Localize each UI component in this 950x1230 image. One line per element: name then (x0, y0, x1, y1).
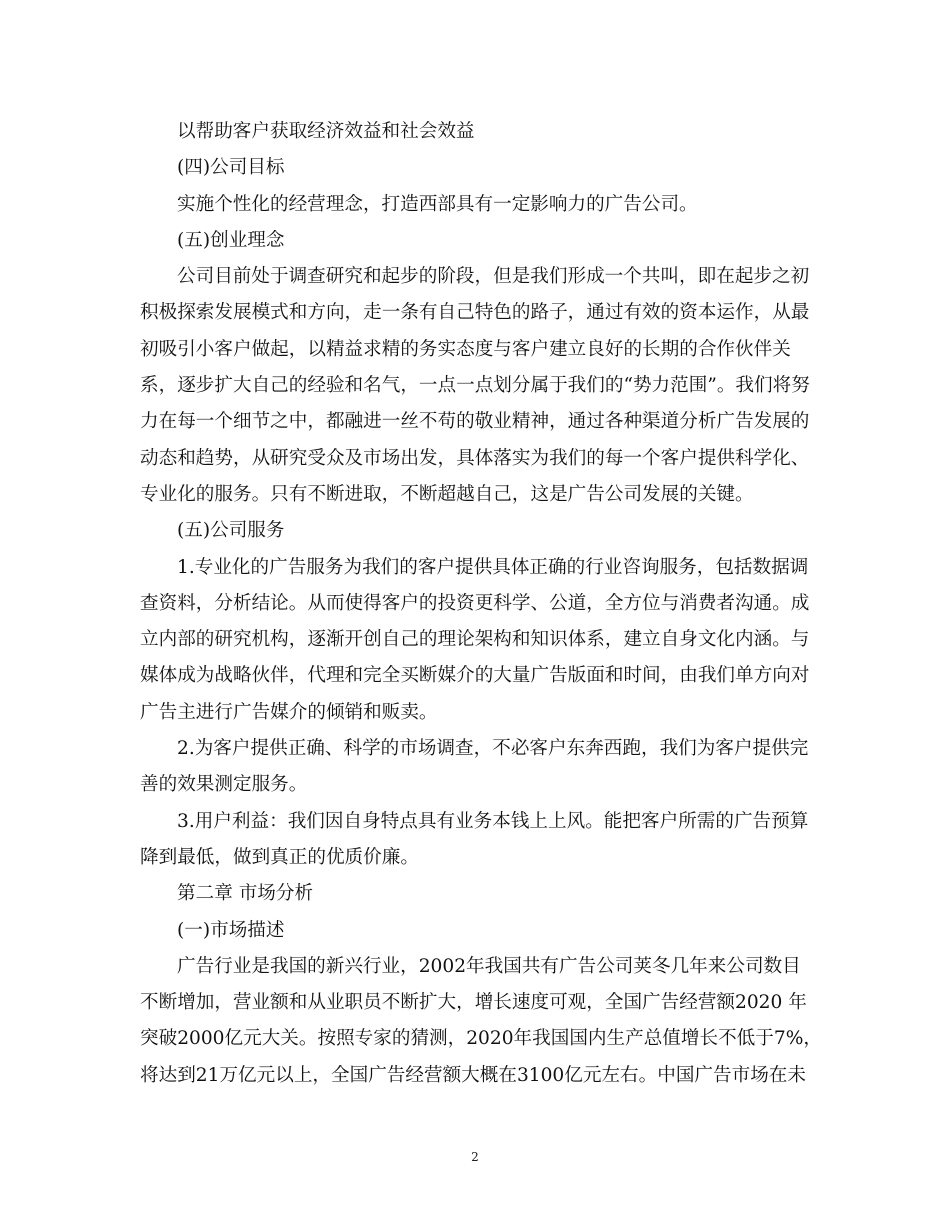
text-line: 系，逐步扩大自己的经验和名气，一点一点划分属于我们的“势力范围”。我们将努 (140, 375, 810, 397)
text-line: 力在每一个细节之中，都融进一丝不苟的敬业精神，通过各种渠道分析广告发展的 (140, 411, 810, 433)
text-line: 将达到21万亿元以上，全国广告经营额大概在3100亿元左右。中国广告市场在未 (140, 1064, 806, 1086)
section-heading: (五)创业理念 (177, 229, 285, 251)
text-line: 降到最低，做到真正的优质价廉。 (140, 846, 419, 868)
text-line: 查资料，分析结论。从而使得客户的投资更科学、公道，全方位与消费者沟通。成 (140, 592, 810, 614)
text-line: 1.专业化的广告服务为我们的客户提供具体正确的行业咨询服务，包括数据调 (177, 556, 809, 578)
text-line: 广告主进行广告媒介的倾销和贩卖。 (140, 701, 438, 723)
text-line: 实施个性化的经营理念，打造西部具有一定影响力的广告公司。 (177, 193, 698, 215)
text-line: 积极探索发展模式和方向，走一条有自己特色的路子，通过有效的资本运作，从最 (140, 302, 810, 324)
text-line: 2.为客户提供正确、科学的市场调查，不必客户东奔西跑，我们为客户提供完 (177, 738, 809, 760)
section-heading: (一)市场描述 (177, 919, 285, 941)
text-line: 不断增加，营业额和从业职员不断扩大，增长速度可观，全国广告经营额2020 年 (140, 992, 807, 1014)
text-line: 以帮助客户获取经济效益和社会效益 (177, 121, 475, 142)
page-number: 2 (471, 1150, 479, 1164)
text-line: 动态和趋势，从研究受众及市场出发，具体落实为我们的每一个客户提供科学化、 (140, 447, 810, 469)
text-line: 广告行业是我国的新兴行业，2002年我国共有广告公司荚冬几年来公司数目 (177, 955, 801, 977)
text-line: 专业化的服务。只有不断进取，不断超越自己，这是广告公司发展的关键。 (140, 483, 754, 505)
text-line: 媒体成为战略伙伴，代理和完全买断媒介的大量广告版面和时间，由我们单方向对 (140, 665, 810, 687)
section-heading: (四)公司目标 (177, 157, 285, 179)
text-line: 3.用户利益：我们因自身特点具有业务本钱上上风。能把客户所需的广告预算 (177, 810, 809, 832)
text-line: 突破2000亿元大关。按照专家的猜测，2020年我国国内生产总值增长不低于7%， (140, 1028, 822, 1050)
text-line: 公司目前处于调查研究和起步的阶段，但是我们形成一个共叫，即在起步之初 (177, 266, 810, 288)
text-line: 立内部的研究机构，逐渐开创自己的理论架构和知识体系，建立自身文化内涵。与 (140, 629, 810, 651)
text-line: 善的效果测定服务。 (140, 774, 308, 796)
chapter-heading: 第二章 市场分析 (177, 883, 314, 905)
document-body (140, 114, 822, 1094)
section-heading: (五)公司服务 (177, 520, 285, 542)
text-line: 初吸引小客户做起，以精益求精的务实态度与客户建立良好的长期的合作伙伴关 (140, 338, 791, 360)
